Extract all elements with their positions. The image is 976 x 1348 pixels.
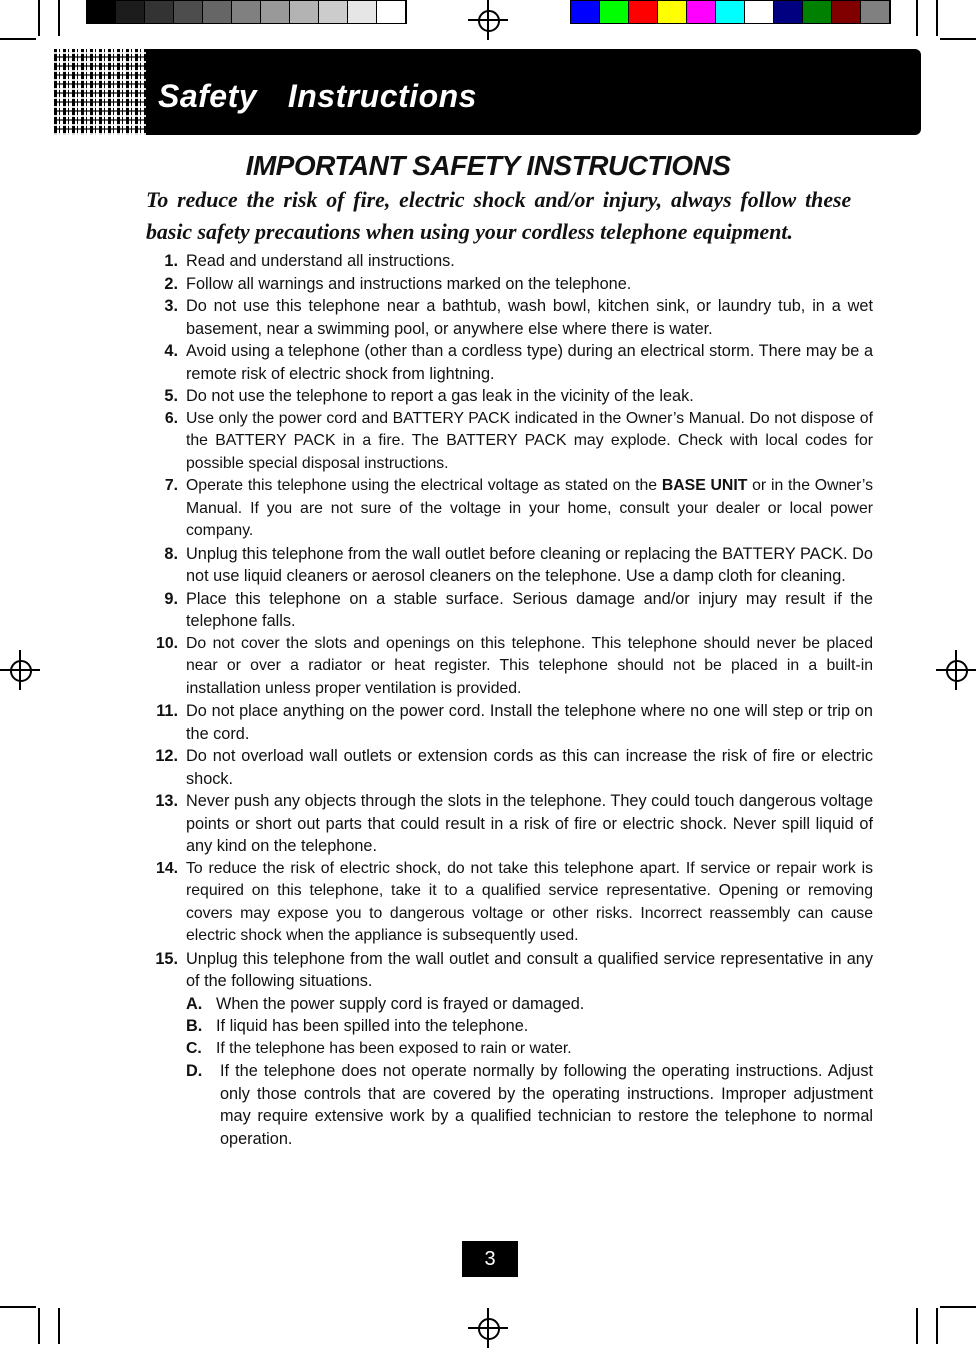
color-swatch — [116, 1, 145, 23]
color-swatch — [348, 1, 377, 23]
item-text: Do not place anything on the power cord. Install the telephone where no one will step or trip on the cord. — [186, 702, 873, 743]
item-text: Do not use this telephone near a bathtub, wash bowl, kitchen sink, or laundry tub, in a wet basement, near a swimming pool, or anywhere else where there is water. — [186, 297, 873, 338]
item-number: 11. — [156, 702, 178, 720]
item-text: Operate this telephone using the electrical voltage as stated on the — [186, 477, 662, 494]
list-item — [142, 745, 873, 790]
sub-item-letter: B. — [186, 1017, 203, 1035]
color-swatch — [658, 1, 687, 23]
item-number: 3. — [164, 297, 178, 315]
base-unit-emphasis: BASE UNIT — [661, 477, 748, 494]
list-item — [142, 588, 873, 633]
crop-mark — [0, 1306, 36, 1308]
sub-item-text: If the telephone has been exposed to rain or water. — [216, 1039, 572, 1057]
item-number: 9. — [164, 589, 178, 608]
color-swatch — [571, 1, 600, 23]
item-text: Never push any objects through the slots in the telephone. They could touch dangerous voltage points or short out parts that could result in a risk of fire or electric shock. Never spill liquid of any kind on the telephone. — [186, 792, 873, 855]
item-text: To reduce the risk of electric shock, do not take this telephone apart. If service or repair work is required on this telephone, take it to a qualified service representative. Opening or removing covers may expose you to dangerous voltage or other risks. Incorrect reassembly can cause electric shock when the appliance is subsequently used. — [186, 859, 873, 944]
section-title: Safety Instructions — [158, 78, 477, 114]
list-item — [142, 790, 873, 858]
list-item — [142, 408, 873, 476]
item-number: 15. — [155, 949, 178, 968]
item-number: 6. — [164, 409, 178, 427]
item-text: Avoid using a telephone (other than a cordless type) during an electrical storm. There may be a remote risk of electric shock from lightning. — [186, 342, 873, 383]
registration-mark-bottom — [468, 1308, 508, 1348]
crop-mark — [940, 1306, 976, 1308]
color-swatch — [145, 1, 174, 23]
color-swatch — [716, 1, 745, 23]
item-number: 1. — [164, 252, 178, 270]
list-item — [142, 948, 873, 1151]
sub-item-letter: A. — [186, 994, 203, 1013]
color-swatch — [861, 1, 890, 23]
item-text: Do not overload wall outlets or extension cords as this can increase the risk of fire or electric shock. — [186, 747, 873, 788]
item-text: Unplug this telephone from the wall outlet before cleaning or replacing the BATTERY PACK. Do not use liquid cleaners or aerosol cleaners on the telephone. Use a damp cloth for cleaning. — [186, 544, 873, 585]
color-swatch — [261, 1, 290, 23]
crop-mark — [58, 0, 60, 36]
list-item — [142, 858, 873, 948]
crop-mark — [38, 1308, 40, 1344]
item-number: 8. — [164, 544, 178, 563]
crop-mark — [0, 38, 36, 40]
color-swatch — [687, 1, 716, 23]
sub-list-item — [186, 1015, 873, 1038]
sub-list — [186, 993, 873, 1151]
item-number: 13. — [155, 792, 178, 810]
item-number: 10. — [156, 634, 178, 652]
item-text: Read and understand all instructions. — [186, 252, 455, 270]
list-item — [142, 340, 873, 385]
color-swatch — [174, 1, 203, 23]
gray-swatch-strip — [86, 0, 407, 24]
item-text: Unplug this telephone from the wall outlet and consult a qualified service representative in any of the following situations. — [186, 949, 873, 990]
registration-mark-right — [936, 650, 976, 690]
item-number: 14. — [156, 859, 178, 877]
crop-mark — [916, 1308, 918, 1344]
item-text: Do not cover the slots and openings on this telephone. This telephone should never be placed near or over a radiator or heat register. This telephone should not be placed in a built-in installation unless proper ventilation is provided. — [186, 634, 873, 697]
list-item — [142, 633, 873, 701]
crop-mark — [38, 0, 40, 36]
crop-mark — [916, 0, 918, 36]
list-item — [142, 250, 873, 273]
color-swatch — [745, 1, 774, 23]
sub-item-letter: D. — [186, 1062, 203, 1080]
crop-mark — [936, 0, 938, 36]
color-swatch — [232, 1, 261, 23]
color-swatch — [774, 1, 803, 23]
item-text: Use only the power cord and BATTERY PACK indicated in the Owner’s Manual. Do not dispose of the BATTERY PACK in a fire. The BATTERY PACK may explode. Check with local codes for possible special disposal instructions. — [186, 409, 873, 472]
item-text: Follow all warnings and instructions marked on the telephone. — [186, 274, 632, 293]
color-swatch — [290, 1, 319, 23]
list-item — [142, 385, 873, 408]
crop-mark — [936, 1308, 938, 1344]
list-item — [142, 295, 873, 340]
list-item — [142, 543, 873, 588]
list-item — [142, 475, 873, 543]
color-swatch — [87, 1, 116, 23]
color-swatch — [600, 1, 629, 23]
safety-list — [142, 250, 873, 1150]
item-number: 4. — [164, 342, 178, 360]
color-swatch — [377, 1, 406, 23]
item-number: 12. — [155, 747, 178, 765]
item-text: Place this telephone on a stable surface. Serious damage and/or injury may result if the telephone falls. — [186, 589, 873, 630]
item-number: 2. — [164, 274, 178, 293]
sub-item-letter: C. — [186, 1039, 202, 1057]
sub-item-text: If liquid has been spilled into the telephone. — [216, 1017, 529, 1035]
page-number: 3 — [462, 1241, 518, 1277]
item-number: 5. — [164, 387, 178, 405]
color-swatch — [629, 1, 658, 23]
sub-item-text: When the power supply cord is frayed or damaged. — [216, 994, 585, 1013]
color-swatch-strip — [570, 0, 891, 24]
header-pattern-overlay — [54, 49, 146, 135]
list-item — [142, 273, 873, 296]
item-text: Do not use the telephone to report a gas leak in the vicinity of the leak. — [186, 387, 694, 405]
list-item — [142, 700, 873, 745]
color-swatch — [803, 1, 832, 23]
crop-mark — [58, 1308, 60, 1344]
color-swatch — [319, 1, 348, 23]
intro-paragraph: To reduce the risk of fire, electric shock and/or injury, always follow these basic safety precautions when using your cordless telephone equipment. — [146, 187, 852, 244]
registration-mark-left — [0, 650, 40, 690]
sub-item-text: If the telephone does not operate normally by following the operating instructions. Adjust only those controls that are covered by the operating instructions. Improper adjustment may require extensive work by a qualified technician to restore the telephone to normal operation. — [220, 1062, 873, 1148]
color-swatch — [203, 1, 232, 23]
sub-list-item — [186, 1038, 873, 1061]
registration-mark-top — [468, 0, 508, 40]
crop-mark — [940, 38, 976, 40]
item-text: or in the Owner’s Manual. If you are not sure of the voltage in your home, consult your dealer or local power company. — [186, 477, 874, 539]
item-number: 7. — [164, 477, 178, 494]
sub-list-item — [186, 993, 873, 1016]
sub-list-item — [186, 1060, 873, 1150]
color-swatch — [832, 1, 861, 23]
page-title: IMPORTANT SAFETY INSTRUCTIONS — [245, 150, 731, 181]
